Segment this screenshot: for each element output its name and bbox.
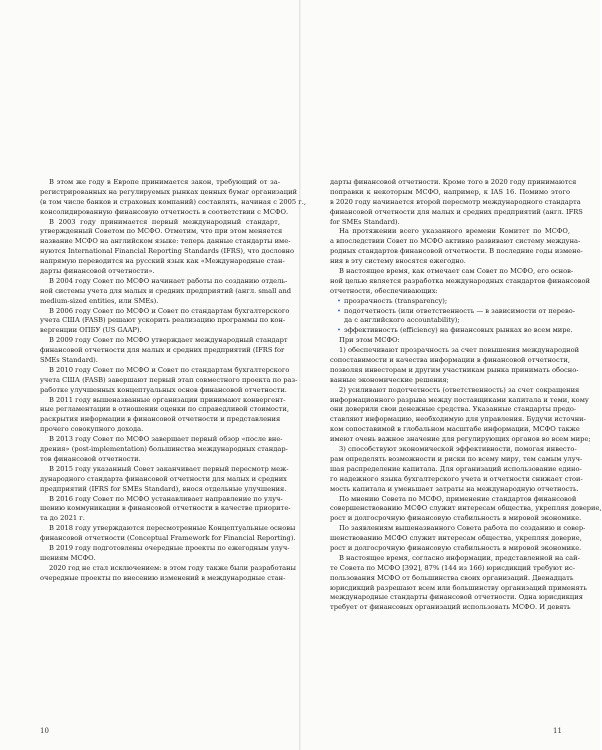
text-line	[40, 425, 280, 435]
text-line	[330, 603, 570, 613]
text-line	[330, 316, 570, 326]
text-line	[40, 276, 288, 287]
text-line-content: рост и долгосрочную финансовую стабильность в мировой экономике.	[330, 543, 582, 552]
text-line	[330, 276, 591, 287]
page-number-left: 10	[40, 727, 49, 735]
text-line-content: прочего совокупного дохода.	[40, 425, 144, 434]
text-line-content: ванные экономические решения;	[330, 375, 449, 384]
page-number-right: 11	[553, 727, 562, 735]
text-line-content: финансовой отчетности для малых и средних предприятий (англ. IFRS	[330, 207, 583, 216]
text-line-content: В 2019 году подготовлены очередные проекты по ежегодным улуч-	[49, 543, 290, 552]
text-line	[40, 257, 285, 267]
text-line-content: В этом же году в Европе принимается закон, требующий от за-	[49, 178, 280, 186]
text-line-content: подотчетность (или ответственность — в зависимости от перево-	[344, 306, 576, 315]
text-line-content: те Совета по МСФО [392], 87% (144 из 166) юрисдикций требуют ис-	[330, 563, 576, 572]
text-line	[40, 474, 287, 485]
text-line-content: for SMEs Standard).	[330, 217, 400, 226]
text-line-content: ком сопоставимой в глобальном масштабе информации, МСФО также	[330, 425, 580, 434]
text-line	[330, 415, 586, 425]
text-line	[40, 494, 283, 505]
text-line-content: вергенции ОПБУ (US GAAP).	[40, 326, 142, 335]
text-line	[40, 563, 296, 574]
text-line	[40, 484, 287, 495]
text-line	[40, 218, 280, 228]
text-line-content: шая распределение капитала. Для организаций использование едино-	[330, 464, 582, 473]
text-line	[330, 543, 582, 554]
text-line	[330, 593, 583, 603]
text-line	[330, 504, 602, 514]
text-line	[40, 187, 297, 198]
text-line-content: учета США (FASB) завершают первый этап совместного проекта по раз-	[40, 375, 298, 384]
text-line-content: да с английского accountability);	[344, 316, 460, 325]
text-line-content: ставляют информацию, необходимую для управления. Будучи источни-	[330, 415, 586, 424]
text-line	[330, 385, 580, 396]
text-line	[40, 365, 290, 376]
text-line	[330, 365, 579, 376]
text-line-content: в 2020 году начинается второй пересмотр международного стандарта	[330, 197, 581, 206]
text-line-content: ния в эту систему вносятся ежегодно.	[330, 257, 466, 266]
text-line	[40, 375, 298, 386]
text-line-content: В 2003 году принимается первый международный стандарт,	[49, 217, 280, 226]
text-line-content: 1) обеспечивают прозрачность за счет повышения международной	[339, 346, 580, 355]
bullet-icon: •	[337, 326, 341, 335]
text-line-content: дународного стандарта финансовой отчетности для малых и средних	[40, 474, 287, 483]
text-line-content: По мнению Совета по МСФО, применение стандартов финансовой	[339, 494, 577, 503]
text-line	[40, 286, 292, 297]
text-line	[330, 454, 583, 465]
text-line-content: В 2006 году Совет по МСФО и Совет по стандартам бухгалтерского	[49, 306, 290, 315]
text-line	[40, 326, 280, 336]
text-line	[330, 474, 583, 485]
right-page-text	[330, 178, 602, 613]
text-line-content: В 2010 году Совет по МСФО и Совет по стандартам бухгалтерского	[49, 365, 290, 374]
text-line-content: го надежного языка бухгалтерского учета и отчетности снижает стои-	[330, 474, 583, 483]
text-line	[330, 563, 576, 574]
text-line-content: ной системы учета для малых и средних предприятий (англ. small and	[40, 286, 292, 295]
text-line	[40, 346, 285, 356]
text-line-content: шенствованию МСФО служит интересам общества, укрепляя доверие,	[330, 534, 582, 543]
text-line	[330, 425, 580, 435]
text-line	[40, 573, 286, 584]
text-line-content: дрения» (post-implementation) большинства международных стандар-	[40, 445, 288, 454]
text-line	[40, 197, 307, 208]
text-line-content: При этом МСФО:	[339, 336, 400, 345]
text-line	[330, 494, 577, 505]
text-line-content: финансовой отчетности (Conceptual Framework for Financial Reporting).	[40, 534, 296, 543]
text-line-content: шениям МСФО.	[40, 553, 96, 562]
text-line-content: В 2015 году указанный Совет заканчивает первый пересмотр меж-	[49, 464, 289, 473]
text-line	[330, 197, 581, 208]
text-line	[40, 385, 287, 396]
text-line	[40, 178, 280, 188]
text-line	[330, 227, 570, 237]
left-page-text	[40, 178, 307, 584]
text-line-content: На протяжении всего указанного времени Комитет по МСФО,	[339, 227, 570, 236]
text-line-content: напрямую переводится на русский язык как «Международные стан-	[40, 257, 285, 266]
text-line	[330, 405, 577, 415]
text-line	[40, 356, 280, 366]
text-line	[40, 455, 280, 465]
text-line-content: рост и долгосрочную финансовую стабильность в мировой экономике.	[330, 514, 582, 523]
text-line-content: дарты финансовой отчетности».	[40, 267, 155, 276]
text-line-content: По заявлениям вышеназванного Совета работа по созданию и совер-	[339, 524, 586, 533]
text-line-content: консолидированную финансовую отчетность в соответствии с МСФО.	[40, 207, 289, 216]
text-line	[330, 188, 570, 198]
text-line	[40, 524, 296, 534]
text-line-content: имеют очень важное значение для регулирующих органов во всем мире;	[330, 435, 591, 444]
text-line	[330, 326, 573, 336]
text-line-content: ные регламентации в отношении оценки по справедливой стоимости,	[40, 405, 289, 414]
text-line-content: а впоследствии Совет по МСФО активно развивают систему междуна-	[330, 237, 581, 246]
text-line-content: мость капитала и уменьшает затраты на международную отчетность.	[330, 484, 579, 493]
text-line-content: medium-sized entities, или SMEs).	[40, 296, 159, 305]
text-line	[40, 227, 283, 237]
text-line-content: позволяя инвесторам и другим участникам рынка принимать обосно-	[330, 365, 579, 374]
text-line-content: утвержденный Советом по МСФО. Отметим, что при этом меняется	[40, 227, 283, 236]
text-line	[40, 405, 289, 415]
text-line-content: В 2018 году утверждаются пересмотренные Концептуальные основы	[49, 524, 296, 533]
text-line-content: финансовой отчетности для малых и средних предприятий (IFRS for	[40, 346, 285, 355]
text-line	[40, 306, 290, 317]
text-line-content: та до 2021 г.	[40, 514, 85, 523]
text-line	[330, 356, 570, 366]
text-line	[330, 445, 577, 455]
text-line	[40, 336, 288, 346]
text-line-content: пользования МСФО от большинства своих организаций. Двенадцать	[330, 573, 574, 582]
text-line-content: В 2004 году Совет по МСФО начинает работы по созданию отдель-	[49, 276, 288, 285]
text-line-content: учета США (FASB) решают ускорить реализацию программы по кон-	[40, 316, 286, 325]
text-line	[40, 445, 288, 455]
text-line	[330, 267, 574, 277]
text-line-content: В 2011 году вышеназванные организации принимают конвергент-	[49, 395, 286, 404]
text-line-content: нуются International Financial Reporting Standards (IFRS), что дословно	[40, 247, 294, 256]
text-line	[330, 376, 570, 386]
text-line	[330, 346, 580, 356]
text-line	[40, 543, 290, 554]
text-line	[330, 178, 577, 188]
text-line	[40, 267, 280, 277]
text-line	[40, 316, 286, 326]
text-line-content: ной целью является разработка международных стандартов финансовой	[330, 276, 591, 285]
text-line	[330, 573, 574, 584]
text-line	[40, 534, 296, 544]
text-line-content: прозрачность (transparency);	[344, 296, 448, 305]
text-line	[40, 395, 286, 406]
text-line	[330, 306, 576, 317]
text-line	[40, 554, 280, 564]
bullet-icon: •	[337, 296, 341, 305]
text-line-content: В 2013 году Совет по МСФО завершает первый обзор «после вне-	[49, 435, 283, 444]
text-line-content: юрисдикций разрешают всем или большинству организаций применять	[330, 583, 587, 592]
text-line	[40, 514, 280, 524]
text-line	[330, 484, 579, 495]
text-line	[40, 415, 280, 425]
text-line-content: сопоставимости и качества информации в финансовой отчетности,	[330, 356, 570, 365]
text-line	[40, 247, 294, 257]
text-line-content: тов финансовой отчетности.	[40, 454, 141, 463]
text-line	[40, 464, 289, 475]
text-line-content: В 2016 году Совет по МСФО устанавливает направление по улуч-	[49, 494, 283, 503]
text-line	[40, 297, 280, 307]
text-line	[330, 237, 581, 247]
text-line	[330, 247, 583, 257]
text-line-content: поправки к некоторым МСФО, например, к IAS 16. Помимо этого	[330, 187, 570, 196]
book-gutter	[299, 0, 301, 750]
text-line-content: 2) усиливают подотчетность (ответственность) за счет сокращения	[339, 385, 580, 394]
text-line	[330, 207, 583, 218]
text-line	[330, 553, 580, 564]
text-line	[40, 207, 289, 218]
text-line-content: 2020 год не стал исключением: в этом году также были разработаны	[49, 563, 296, 572]
text-line	[330, 514, 582, 524]
text-line	[330, 257, 570, 267]
text-line-content: очередные проекты по внесению изменений в международные стан-	[40, 573, 286, 582]
text-line-content: 3) способствуют экономической эффективности, помогая инвесто-	[339, 445, 577, 454]
text-line	[330, 218, 570, 228]
text-line	[40, 504, 291, 514]
text-line-content: SMEs Standard).	[40, 356, 98, 365]
text-line-content: отчетности, обеспечивающих:	[330, 286, 438, 295]
text-line-content: требует от финансовых организаций использовать МСФО. И девять	[330, 603, 571, 612]
text-line	[330, 583, 587, 594]
text-line	[40, 435, 283, 445]
text-line-content: они доверили свои денежные средства. Указанные стандарты предо-	[330, 405, 577, 414]
text-line	[330, 336, 570, 346]
text-line-content: эффективность (efficiency) на финансовых рынках во всем мире.	[344, 326, 573, 335]
text-line	[330, 435, 591, 445]
text-line-content: В настоящее время, как отмечает сам Совет по МСФО, его основ-	[339, 267, 574, 276]
text-line-content: раскрытия информации в финансовой отчетности и представления	[40, 415, 281, 424]
text-line-content: международные стандарты финансовой отчетности. Одна юрисдикция	[330, 593, 583, 602]
text-line	[330, 287, 570, 297]
text-line-content: название МСФО на английском языке: теперь данные стандарты име-	[40, 237, 291, 246]
text-line-content: дарты финансовой отчетности. Кроме того в 2020 году принимаются	[330, 178, 577, 186]
text-line-content: рам определять возможности и риски по всему миру, тем самым улуч-	[330, 454, 583, 463]
text-line	[330, 464, 582, 475]
text-line-content: В 2009 году Совет по МСФО утверждает международный стандарт	[49, 336, 288, 345]
text-line	[330, 395, 589, 406]
text-line-content: В настоящее время, согласно информации, представленной на сай-	[339, 553, 580, 562]
bullet-icon: •	[337, 306, 341, 315]
text-line-content: информационного разрыва между поставщиками капитала и теми, кому	[330, 395, 589, 404]
text-line	[330, 297, 570, 307]
text-line	[40, 237, 291, 247]
text-line-content: совершенствованию МСФО служит интересам общества, укрепляя доверие,	[330, 504, 602, 513]
text-line-content: работке улучшенных концептуальных основ финансовой отчетности.	[40, 385, 287, 394]
text-line	[330, 534, 582, 544]
text-line-content: предприятий (IFRS for SMEs Standard), внося отдельные улучшения.	[40, 484, 287, 493]
text-line-content: регистрированных на регулируемых рынках ценных бумаг организаций	[40, 187, 297, 196]
text-line	[330, 524, 586, 534]
text-line-content: родных стандартов финансовой отчетности. В последние годы измене-	[330, 247, 583, 256]
text-line-content: шению коммуникации в финансовой отчетности в качестве приорите-	[40, 504, 291, 513]
text-line-content: (в том числе банков и страховых компаний) составлять, начиная с 2005 г.,	[40, 197, 307, 206]
